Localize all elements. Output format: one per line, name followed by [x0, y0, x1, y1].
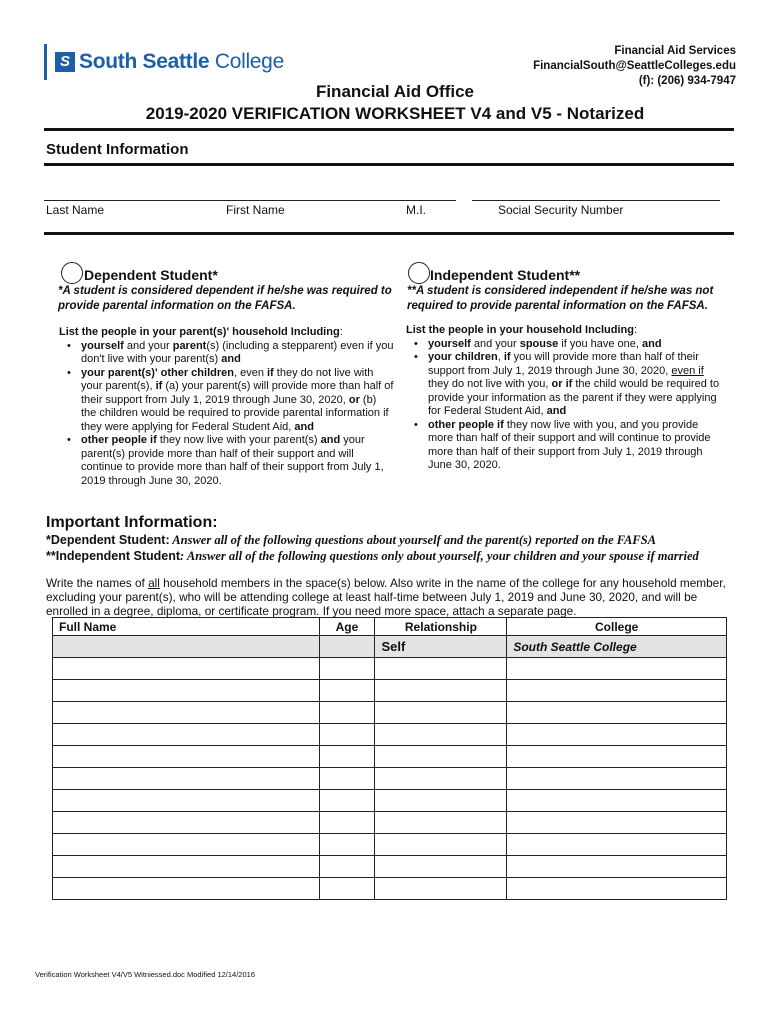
independent-radio[interactable]	[408, 262, 430, 284]
name-cell[interactable]	[53, 856, 320, 878]
table-row	[53, 812, 727, 834]
logo-s-icon: S	[55, 52, 75, 72]
relationship-cell[interactable]	[375, 812, 507, 834]
college-cell[interactable]	[507, 702, 727, 724]
college-cell[interactable]	[507, 658, 727, 680]
independent-instructions: **Independent Student: Answer all of the following questions only about yourself, your children and your spouse if married	[46, 549, 699, 563]
dependent-list	[59, 326, 394, 488]
relationship-cell[interactable]	[375, 724, 507, 746]
document-footer: Verification Worksheet V4/V5 Witniessed.doc Modified 12/14/2016	[35, 970, 255, 979]
self-relationship-cell: Self	[375, 636, 507, 658]
name-cell[interactable]	[53, 658, 320, 680]
table-row	[53, 790, 727, 812]
important-heading: Important Information:	[46, 514, 218, 531]
title-divider	[44, 128, 734, 131]
college-cell[interactable]	[507, 746, 727, 768]
college-cell[interactable]	[507, 812, 727, 834]
independent-title: Independent Student**	[430, 267, 581, 283]
logo-bar	[44, 44, 47, 80]
contact-email: FinancialSouth@SeattleColleges.edu	[533, 60, 736, 72]
age-cell[interactable]	[319, 790, 375, 812]
age-cell[interactable]	[319, 702, 375, 724]
college-cell[interactable]	[507, 856, 727, 878]
table-row-self	[53, 636, 727, 658]
name-cell[interactable]	[53, 768, 320, 790]
name-cell[interactable]	[53, 746, 320, 768]
list-item: • yourself and your parent(s) (including a stepparent) even if you don't live with your parent(s) and	[59, 340, 394, 367]
student-info-divider	[44, 163, 734, 166]
age-cell[interactable]	[319, 856, 375, 878]
age-cell[interactable]	[319, 878, 375, 900]
age-cell[interactable]	[319, 724, 375, 746]
table-row	[53, 834, 727, 856]
dependent-title: Dependent Student*	[84, 267, 218, 283]
list-item: • yourself and your spouse if you have one, and	[406, 338, 726, 352]
col-header-age: Age	[319, 618, 375, 636]
table-row	[53, 702, 727, 724]
list-item: • other people if they now live with your parent(s) and your parent(s) provide more than half of their support and will continue to provide more than half of their support from July 1, 2019 through June 30, 2020.	[59, 434, 394, 488]
independent-list	[406, 324, 726, 473]
household-table	[52, 617, 727, 900]
age-cell[interactable]	[319, 658, 375, 680]
college-cell[interactable]	[507, 724, 727, 746]
relationship-cell[interactable]	[375, 746, 507, 768]
self-name-cell[interactable]	[53, 636, 320, 658]
college-cell[interactable]	[507, 768, 727, 790]
table-row	[53, 658, 727, 680]
name-cell[interactable]	[53, 702, 320, 724]
list-item: • your children, if you will provide more than half of their support from July 1, 2019 through June 30, 2020, even if they do not live with you, or if the child would be required to provide your information as the parent if they were applying for Federal Student Aid, and	[406, 351, 726, 419]
table-row	[53, 856, 727, 878]
list-item: • other people if they now live with you, and you provide more than half of their support and will continue to provide more than half of their support from July 1, 2019 through June 30, 2020.	[406, 419, 726, 473]
college-cell[interactable]	[507, 878, 727, 900]
table-row	[53, 746, 727, 768]
name-cell[interactable]	[53, 680, 320, 702]
col-header-college: College	[507, 618, 727, 636]
relationship-cell[interactable]	[375, 658, 507, 680]
relationship-cell[interactable]	[375, 856, 507, 878]
relationship-cell[interactable]	[375, 834, 507, 856]
name-entry-line[interactable]	[44, 200, 456, 201]
table-header-row	[53, 618, 727, 636]
last-name-label: Last Name	[46, 203, 105, 217]
contact-fax: (f): (206) 934-7947	[638, 75, 736, 87]
college-logo	[44, 44, 284, 80]
household-instructions: Write the names of all household members in the space(s) below. Also write in the name of the college for any household member, excluding your parent(s), who will be attending college at least half-time between July 1, 2019 and June 30, 2020, and will be enrolled in a degree, diploma, or certificate program. If you need more space, attach a separate page.	[46, 576, 726, 619]
logo-text: South Seattle College	[79, 50, 284, 73]
independent-note: **A student is considered independent if he/she was not required to provide parental information on the FAFSA.	[407, 285, 714, 312]
dependent-list-intro: List the people in your parent(s)' household Including:	[59, 326, 343, 338]
relationship-cell[interactable]	[375, 768, 507, 790]
name-cell[interactable]	[53, 878, 320, 900]
college-cell[interactable]	[507, 680, 727, 702]
contact-dept: Financial Aid Services	[614, 45, 736, 57]
ssn-entry-line[interactable]	[472, 200, 720, 201]
mi-label: M.I.	[406, 203, 426, 217]
col-header-relationship: Relationship	[375, 618, 507, 636]
dependent-instructions: *Dependent Student: Answer all of the following questions about yourself and the parent(s) reported on the FAFSA	[46, 533, 656, 547]
table-row	[53, 768, 727, 790]
student-info-heading: Student Information	[46, 141, 189, 158]
table-row	[53, 680, 727, 702]
independent-list-intro: List the people in your household Including:	[406, 324, 638, 336]
worksheet-title: 2019-2020 VERIFICATION WORKSHEET V4 and V5 - Notarized	[145, 104, 645, 123]
college-cell[interactable]	[507, 834, 727, 856]
table-row	[53, 878, 727, 900]
name-cell[interactable]	[53, 724, 320, 746]
age-cell[interactable]	[319, 680, 375, 702]
office-title: Financial Aid Office	[315, 82, 475, 101]
dependent-note: *A student is considered dependent if he/she was required to provide parental information on the FAFSA.	[58, 285, 392, 312]
age-cell[interactable]	[319, 746, 375, 768]
self-age-cell[interactable]	[319, 636, 375, 658]
col-header-full-name: Full Name	[53, 618, 320, 636]
relationship-cell[interactable]	[375, 702, 507, 724]
table-row	[53, 724, 727, 746]
college-cell[interactable]	[507, 790, 727, 812]
age-cell[interactable]	[319, 768, 375, 790]
age-cell[interactable]	[319, 812, 375, 834]
relationship-cell[interactable]	[375, 680, 507, 702]
name-cell[interactable]	[53, 790, 320, 812]
dependent-radio[interactable]	[61, 262, 83, 284]
self-college-cell: South Seattle College	[507, 636, 727, 658]
first-name-label: First Name	[226, 203, 285, 217]
ssn-label: Social Security Number	[498, 203, 624, 217]
student-type-divider	[44, 232, 734, 235]
name-cell[interactable]	[53, 834, 320, 856]
relationship-cell[interactable]	[375, 790, 507, 812]
list-item: • your parent(s)' other children, even if they do not live with your parent(s), if (a) your parent(s) will provide more than half of their support from July 1, 2019 through June 30, 2020, or (b) the children would be required to provide parental information if they were applying for Federal Student Aid, and	[59, 367, 394, 435]
age-cell[interactable]	[319, 834, 375, 856]
relationship-cell[interactable]	[375, 878, 507, 900]
name-cell[interactable]	[53, 812, 320, 834]
